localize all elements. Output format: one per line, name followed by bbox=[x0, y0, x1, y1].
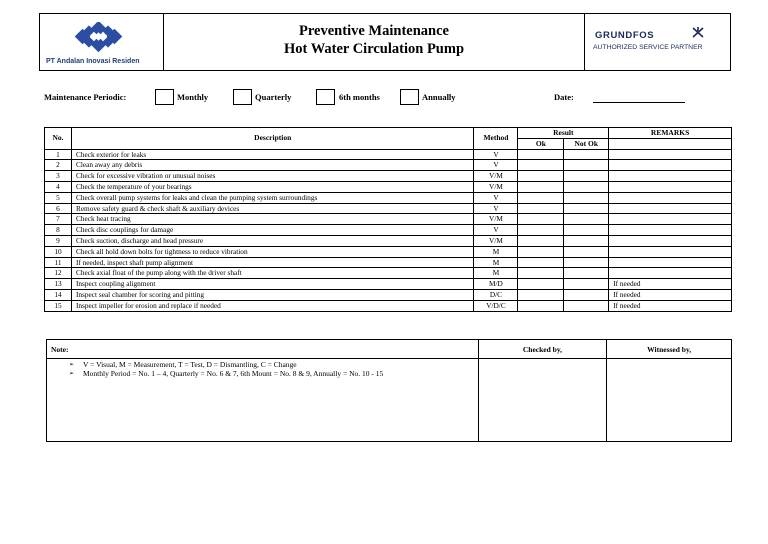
row-result-ok[interactable] bbox=[518, 181, 564, 192]
note-label: Note: bbox=[47, 340, 479, 359]
row-description: Check axial float of the pump along with the driver shaft bbox=[71, 268, 474, 279]
row-result-not-ok[interactable] bbox=[564, 214, 609, 225]
monthly-label: Monthly bbox=[177, 92, 209, 102]
table-row bbox=[45, 246, 732, 257]
row-number: 10 bbox=[45, 246, 72, 257]
row-number: 13 bbox=[45, 279, 72, 290]
grundfos-x-icon bbox=[692, 27, 704, 38]
row-number: 12 bbox=[45, 268, 72, 279]
row-result-not-ok[interactable] bbox=[564, 257, 609, 268]
row-result-not-ok[interactable] bbox=[564, 289, 609, 300]
row-number: 6 bbox=[45, 203, 72, 214]
date-field[interactable] bbox=[593, 102, 685, 103]
row-remarks[interactable] bbox=[609, 181, 732, 192]
monthly-checkbox[interactable] bbox=[155, 89, 174, 105]
arrow-bullet-icon: ➢ bbox=[69, 361, 75, 368]
row-description: Remove safety guard & check shaft & auxiliary devices bbox=[71, 203, 474, 214]
quarterly-checkbox[interactable] bbox=[233, 89, 252, 105]
row-method: M bbox=[474, 268, 518, 279]
table-row bbox=[45, 257, 732, 268]
row-method: D/C bbox=[474, 289, 518, 300]
row-method: V/M bbox=[474, 235, 518, 246]
row-remarks[interactable] bbox=[609, 257, 732, 268]
row-result-ok[interactable] bbox=[518, 289, 564, 300]
row-result-ok[interactable] bbox=[518, 257, 564, 268]
table-row bbox=[45, 203, 732, 214]
row-result-not-ok[interactable] bbox=[564, 225, 609, 236]
row-description: Inspect seal chamber for scoring and pitting bbox=[71, 289, 474, 300]
table-row bbox=[45, 214, 732, 225]
row-number: 3 bbox=[45, 171, 72, 182]
col-header-ok: Ok bbox=[518, 138, 564, 149]
title-line-2: Hot Water Circulation Pump bbox=[283, 41, 465, 57]
partner-subtitle: AUTHORIZED SERVICE PARTNER bbox=[593, 44, 703, 51]
row-remarks[interactable]: If needed bbox=[609, 289, 732, 300]
date-label: Date: bbox=[554, 92, 574, 102]
row-method: M bbox=[474, 257, 518, 268]
partner-logo-cell bbox=[584, 14, 731, 70]
row-method: V bbox=[474, 203, 518, 214]
row-method: M bbox=[474, 246, 518, 257]
row-number: 9 bbox=[45, 235, 72, 246]
table-row bbox=[45, 181, 732, 192]
row-result-ok[interactable] bbox=[518, 300, 564, 311]
row-result-not-ok[interactable] bbox=[564, 160, 609, 171]
row-number: 1 bbox=[45, 149, 72, 160]
col-header-remarks-blank bbox=[609, 138, 732, 149]
row-result-ok[interactable] bbox=[518, 160, 564, 171]
row-method: V/M bbox=[474, 171, 518, 182]
company-logo-icon bbox=[71, 22, 127, 54]
table-row bbox=[45, 289, 732, 300]
row-remarks[interactable] bbox=[609, 203, 732, 214]
company-logo-cell bbox=[40, 14, 164, 70]
note-content bbox=[47, 359, 479, 442]
row-method: M/D bbox=[474, 279, 518, 290]
arrow-bullet-icon: ➢ bbox=[69, 370, 75, 377]
row-description: Clean away any debris bbox=[71, 160, 474, 171]
table-row bbox=[45, 279, 732, 290]
table-row bbox=[45, 300, 732, 311]
row-remarks[interactable] bbox=[609, 149, 732, 160]
table-row bbox=[45, 160, 732, 171]
row-result-ok[interactable] bbox=[518, 235, 564, 246]
row-number: 8 bbox=[45, 225, 72, 236]
table-row bbox=[45, 235, 732, 246]
row-description: Check heat tracing bbox=[71, 214, 474, 225]
row-result-ok[interactable] bbox=[518, 171, 564, 182]
sixth-months-label: 6th months bbox=[339, 92, 380, 102]
row-remarks[interactable] bbox=[609, 235, 732, 246]
row-result-ok[interactable] bbox=[518, 246, 564, 257]
row-remarks[interactable] bbox=[609, 192, 732, 203]
row-result-not-ok[interactable] bbox=[564, 300, 609, 311]
row-result-ok[interactable] bbox=[518, 268, 564, 279]
row-result-not-ok[interactable] bbox=[564, 235, 609, 246]
row-description: Check suction, discharge and head pressure bbox=[71, 235, 474, 246]
col-header-description: Description bbox=[71, 128, 474, 150]
row-result-not-ok[interactable] bbox=[564, 171, 609, 182]
col-header-method: Method bbox=[474, 128, 518, 150]
note-item: ➢ V = Visual, M = Measurement, T = Test, D = Dismantling, C = Change bbox=[69, 360, 297, 369]
note-item: ➢ Monthly Period = No. 1 – 4, Quarterly = No. 6 & 7, 6th Mount = No. 8 & 9, Annually = No. 10 - 15 bbox=[69, 369, 384, 378]
row-result-not-ok[interactable] bbox=[564, 203, 609, 214]
row-result-not-ok[interactable] bbox=[564, 149, 609, 160]
row-method: V/M bbox=[474, 214, 518, 225]
annually-label: Annually bbox=[422, 92, 456, 102]
row-description: Check all hold down bolts for tightness to reduce vibration bbox=[71, 246, 474, 257]
row-result-ok[interactable] bbox=[518, 149, 564, 160]
form-header bbox=[39, 13, 731, 71]
row-number: 2 bbox=[45, 160, 72, 171]
checklist-table bbox=[44, 127, 732, 312]
row-result-not-ok[interactable] bbox=[564, 192, 609, 203]
witnessed-by-signature[interactable] bbox=[607, 359, 732, 442]
sixth-months-checkbox[interactable] bbox=[316, 89, 335, 105]
row-result-ok[interactable] bbox=[518, 214, 564, 225]
row-number: 5 bbox=[45, 192, 72, 203]
row-description: If needed, inspect shaft pump alignment bbox=[71, 257, 474, 268]
row-remarks[interactable]: If needed bbox=[609, 279, 732, 290]
row-description: Inspect impeller for erosion and replace if needed bbox=[71, 300, 474, 311]
row-number: 14 bbox=[45, 289, 72, 300]
notes-table bbox=[46, 339, 732, 442]
maintenance-periodic-row bbox=[0, 92, 768, 112]
row-method: V bbox=[474, 225, 518, 236]
row-result-ok[interactable] bbox=[518, 203, 564, 214]
row-result-ok[interactable] bbox=[518, 225, 564, 236]
row-method: V bbox=[474, 160, 518, 171]
title-line-1: Preventive Maintenance bbox=[299, 23, 449, 39]
row-description: Check exterior for leaks bbox=[71, 149, 474, 160]
row-description: Check the temperature of your bearings bbox=[71, 181, 474, 192]
partner-name: GRUNDFOS bbox=[595, 30, 655, 41]
row-remarks[interactable] bbox=[609, 246, 732, 257]
page-title bbox=[164, 22, 584, 58]
row-result-not-ok[interactable] bbox=[564, 246, 609, 257]
row-remarks[interactable] bbox=[609, 214, 732, 225]
row-remarks[interactable]: If needed bbox=[609, 300, 732, 311]
row-result-ok[interactable] bbox=[518, 279, 564, 290]
col-header-not-ok: Not Ok bbox=[564, 138, 609, 149]
row-number: 4 bbox=[45, 181, 72, 192]
witnessed-by-label: Witnessed by, bbox=[607, 340, 732, 359]
row-remarks[interactable] bbox=[609, 225, 732, 236]
row-method: V/D/C bbox=[474, 300, 518, 311]
row-result-ok[interactable] bbox=[518, 192, 564, 203]
row-number: 7 bbox=[45, 214, 72, 225]
row-remarks[interactable] bbox=[609, 171, 732, 182]
periodic-label: Maintenance Periodic: bbox=[44, 92, 127, 102]
table-row bbox=[45, 192, 732, 203]
checked-by-signature[interactable] bbox=[478, 359, 607, 442]
col-header-no: No. bbox=[45, 128, 72, 150]
row-method: V/M bbox=[474, 181, 518, 192]
row-number: 11 bbox=[45, 257, 72, 268]
col-header-result: Result bbox=[518, 128, 609, 139]
row-result-not-ok[interactable] bbox=[564, 181, 609, 192]
row-description: Check overall pump systems for leaks and clean the pumping system surroundings bbox=[71, 192, 474, 203]
table-row bbox=[45, 171, 732, 182]
row-description: Check disc couplings for damage bbox=[71, 225, 474, 236]
row-method: V bbox=[474, 149, 518, 160]
checked-by-label: Checked by, bbox=[478, 340, 607, 359]
table-row bbox=[45, 268, 732, 279]
row-number: 15 bbox=[45, 300, 72, 311]
row-result-not-ok[interactable] bbox=[564, 279, 609, 290]
table-row bbox=[45, 149, 732, 160]
row-result-not-ok[interactable] bbox=[564, 268, 609, 279]
company-name: PT Andalan Inovasi Residen bbox=[46, 58, 140, 65]
col-header-remarks: REMARKS bbox=[609, 128, 732, 139]
annually-checkbox[interactable] bbox=[400, 89, 419, 105]
table-row bbox=[45, 225, 732, 236]
row-method: V bbox=[474, 192, 518, 203]
row-remarks[interactable] bbox=[609, 160, 732, 171]
row-description: Check for excessive vibration or unusual noises bbox=[71, 171, 474, 182]
row-remarks[interactable] bbox=[609, 268, 732, 279]
row-description: Inspect coupling alignment bbox=[71, 279, 474, 290]
quarterly-label: Quarterly bbox=[255, 92, 292, 102]
